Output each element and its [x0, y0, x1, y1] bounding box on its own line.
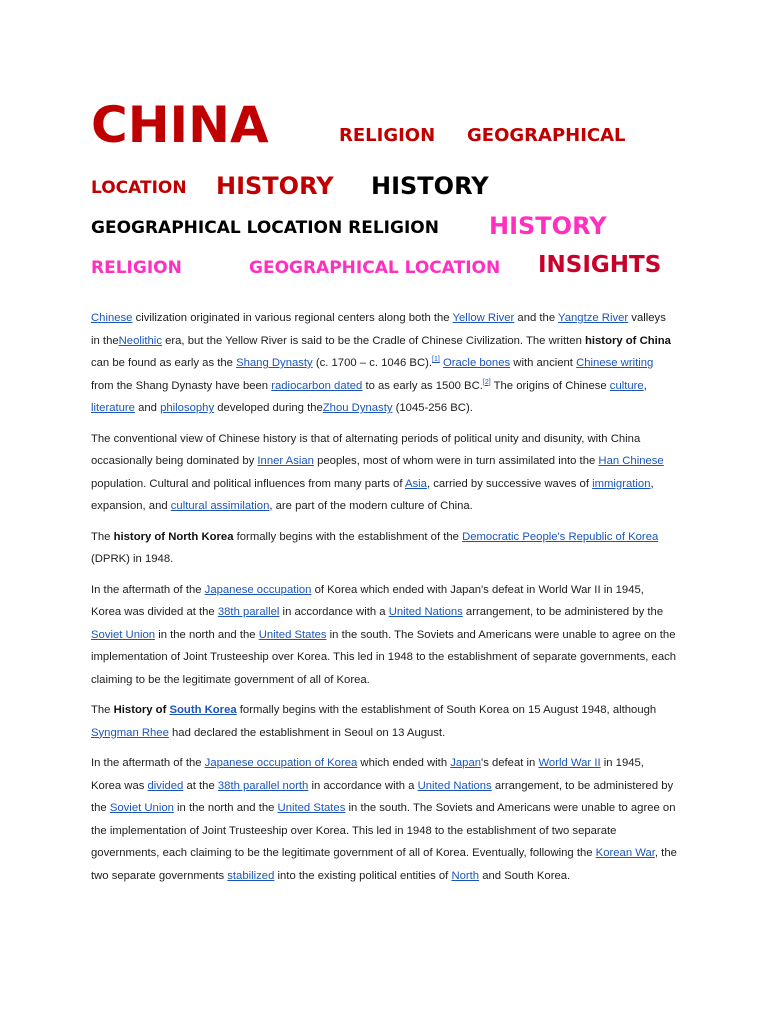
text-run: , carried by successive waves of [426, 477, 593, 490]
title-word-insights: INSIGHTS [538, 252, 662, 278]
inline-link[interactable]: Japan [450, 757, 482, 769]
inline-link[interactable]: Soviet Union [109, 802, 174, 814]
paragraph [91, 307, 677, 420]
text-run: arrangement, to be administered by the [462, 606, 664, 618]
text-run: In the aftermath of the [91, 583, 205, 596]
text-run: The [91, 530, 114, 543]
paragraph [91, 428, 677, 518]
text-run: The origins of Chinese [490, 379, 610, 392]
inline-link[interactable]: United States [258, 628, 327, 641]
text-run: population. Cultural and political influences from many parts of [91, 477, 405, 490]
text-run: which ended with [357, 757, 451, 769]
bold-text: history of China [584, 334, 671, 347]
inline-link[interactable]: Asia [404, 477, 427, 490]
text-run: had declared the establishment in Seoul on 13 August. [168, 726, 446, 739]
inline-link[interactable]: Inner Asian [257, 455, 314, 467]
footnote-ref [432, 356, 440, 363]
text-run: era, but the Yellow River is said to be the Cradle of Chinese Civilization. The written [161, 334, 585, 347]
inline-link[interactable]: World War II [538, 757, 601, 769]
text-run: In the aftermath of the [91, 757, 205, 769]
inline-link[interactable]: immigration [592, 477, 651, 490]
text-run: and [134, 402, 161, 414]
text-run: 's defeat in [481, 757, 539, 769]
inline-link[interactable]: Zhou Dynasty [322, 402, 393, 414]
paragraph [91, 752, 677, 887]
inline-link[interactable]: Shang Dynasty [236, 357, 313, 369]
text-run: in the north and the [155, 628, 259, 641]
inline-link[interactable]: United Nations [417, 779, 492, 792]
inline-link[interactable]: Syngman Rhee [91, 726, 169, 739]
text-run: (1045-256 BC). [392, 402, 473, 414]
inline-link[interactable]: literature [91, 402, 135, 414]
text-run: and South Korea. [479, 869, 571, 882]
text-run: valleys in the [91, 312, 666, 347]
text-run: in 1945, Korea was [91, 757, 644, 792]
inline-link[interactable]: Han Chinese [598, 455, 664, 467]
inline-link[interactable]: Soviet Union [91, 628, 156, 641]
text-run: in accordance with a [279, 606, 389, 618]
text-run: , are part of the modern culture of China. [269, 500, 473, 512]
text-run: in the south. The Soviets and Americans were unable to agree on the implementation of Joint Trusteeship over Korea. This led in 1948 to the establishment of two separate governments, each claiming to be the legitimate government of all of Korea. Eventually, following the [91, 802, 676, 859]
inline-link[interactable]: North [451, 869, 480, 882]
text-run: in the north and the [173, 802, 278, 814]
title-word-geographical: GEOGRAPHICAL [467, 125, 626, 146]
inline-link[interactable]: 38th parallel [217, 606, 280, 618]
text-run: with ancient [510, 357, 577, 369]
inline-link[interactable]: radiocarbon dated [271, 379, 363, 392]
inline-link[interactable]: Korean War [595, 847, 655, 859]
text-run: at the [183, 779, 218, 792]
title-word-history-red: HISTORY [216, 172, 334, 200]
text-run: of Korea which ended with Japan's defeat in World War II in 1945, Korea was divided at the [91, 583, 644, 618]
inline-link[interactable]: Democratic People's Republic of Korea [462, 530, 659, 543]
text-run: peoples, most of whom were in turn assimilated into the [313, 455, 599, 467]
inline-link[interactable]: Yellow River [452, 312, 515, 324]
footnote-ref [483, 379, 491, 386]
text-run: formally begins with the establishment of the [233, 530, 463, 543]
bold-text: history of North Korea [113, 530, 234, 543]
inline-link[interactable]: divided [147, 779, 184, 792]
title-phrase-geographical-location-magenta: GEOGRAPHICAL LOCATION [249, 258, 501, 278]
text-run: can be found as early as the [91, 357, 237, 369]
text-run: in accordance with a [308, 779, 418, 792]
title-word-history-black: HISTORY [371, 172, 489, 200]
title-word-religion-magenta: RELIGION [91, 258, 182, 278]
inline-link[interactable]: [2] [482, 378, 491, 386]
title-word-history-magenta: HISTORY [489, 212, 607, 240]
inline-link[interactable]: stabilized [227, 869, 275, 882]
text-run: from the Shang Dynasty have been [91, 379, 272, 392]
article-body [91, 307, 677, 895]
paragraph [91, 579, 677, 692]
text-run: formally begins with the establishment of South Korea on 15 August 1948, although [236, 704, 657, 716]
text-run: arrangement, to be administered by the [91, 779, 674, 814]
text-run: The [91, 704, 114, 716]
title-phrase-geographical-location-religion: GEOGRAPHICAL LOCATION RELIGION [91, 218, 439, 238]
inline-link[interactable]: South Korea [169, 704, 237, 716]
inline-link[interactable]: Neolithic [118, 334, 162, 347]
text-run: , the two separate governments [91, 847, 677, 882]
inline-link[interactable]: Japanese occupation [204, 583, 312, 596]
inline-link[interactable]: philosophy [160, 402, 215, 414]
title-word-china: CHINA [91, 96, 269, 154]
text-run: civilization originated in various regional centers along both the [132, 312, 453, 324]
text-run: , expansion, and [91, 477, 654, 512]
text-run: to as early as 1500 BC. [362, 379, 483, 392]
text-run: The conventional view of Chinese history is that of alternating periods of political unity and disunity, with China occasionally being dominated by [91, 432, 641, 467]
text-run: (c. 1700 – c. 1046 BC). [312, 357, 433, 369]
inline-link[interactable]: United Nations [388, 606, 463, 618]
inline-link[interactable]: Japanese occupation of Korea [204, 757, 358, 769]
inline-link[interactable]: Chinese [91, 312, 133, 324]
inline-link[interactable]: Chinese writing [576, 357, 654, 369]
inline-link[interactable]: [1] [432, 356, 440, 364]
inline-link[interactable]: culture [609, 379, 644, 392]
title-word-cloud [0, 0, 768, 290]
paragraph [91, 526, 677, 571]
text-run: into the existing political entities of [274, 869, 452, 882]
title-word-location: LOCATION [91, 178, 187, 198]
text-run: , [643, 379, 647, 392]
text-run: developed during the [214, 402, 323, 414]
title-word-religion: RELIGION [339, 125, 436, 146]
text-run: in the south. The Soviets and Americans were unable to agree on the implementation of Joint Trusteeship over Korea. This led in 1948 to the establishment of separate governments, each claiming to be the legitimate government of all of Korea. [91, 628, 677, 686]
bold-text: History of [113, 704, 170, 716]
inline-link[interactable]: Oracle bones [442, 357, 511, 369]
inline-link[interactable]: United States [277, 802, 346, 814]
inline-link[interactable]: 38th parallel north [217, 779, 309, 792]
paragraph [91, 699, 677, 744]
inline-link[interactable]: Yangtze River [558, 312, 629, 324]
inline-link[interactable]: cultural assimilation [170, 500, 270, 512]
text-run: and the [514, 312, 559, 324]
text-run: (DPRK) in 1948. [91, 553, 174, 565]
